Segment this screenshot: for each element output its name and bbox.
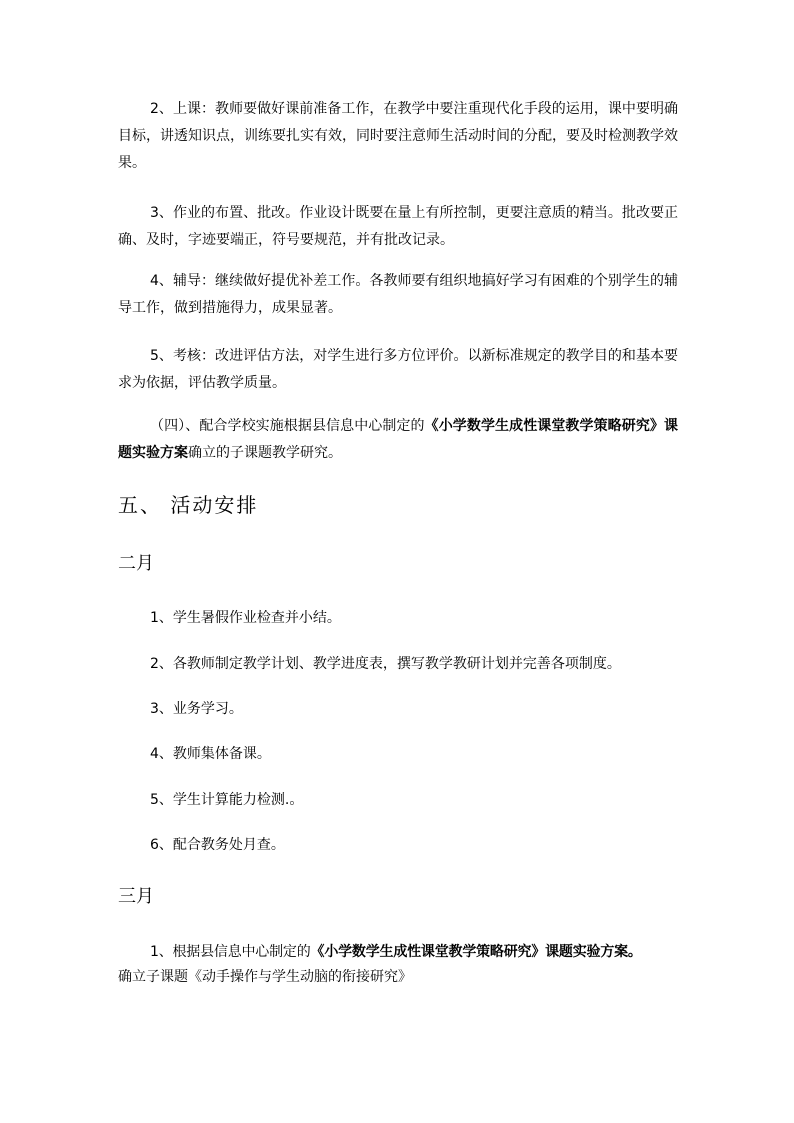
research-text-prefix: （四）、配合学校实施根据县信息中心制定的: [150, 418, 425, 434]
paragraph-assessment: 5、考核：改进评估方法，对学生进行多方位评价。以新标准规定的教学目的和基本要求为依据，评估教学质量。: [118, 348, 678, 391]
research-plan-title: 《小学数学生成性课堂教学策略研究》课题实验方案: [118, 418, 679, 461]
feb-item-6: 6、配合教务处月查。: [150, 837, 285, 853]
feb-item-3: 3、业务学习。: [150, 701, 243, 717]
paragraph-homework: 3、作业的布置、批改。作业设计既要在量上有所控制，更要注意质的精当。批改要正确、及时，字迹要端正，符号要规范，并有批改记录。: [118, 205, 678, 248]
feb-item-1: 1、学生暑假作业检查并小结。: [150, 610, 341, 626]
feb-item-5: 5、学生计算能力检测.。: [150, 792, 304, 808]
research-text-suffix: 确立的子课题教学研究。: [188, 445, 342, 461]
feb-item-2: 2、各教师制定教学计划、教学进度表，撰写教学教研计划并完善各项制度。: [150, 656, 621, 672]
month-heading-february: 二月: [118, 553, 154, 574]
paragraph-tutoring: 4、辅导：继续做好提优补差工作。各教师要有组织地搞好学习有困难的个别学生的辅导工作，做到措施得力，成果显著。: [118, 273, 678, 316]
march-plan-title: 《小学数学生成性课堂教学策略研究》课题实验方案。: [310, 944, 642, 960]
march-item-1: [118, 940, 678, 990]
month-heading-march: 三月: [118, 886, 154, 907]
paragraph-teaching: 2、上课：教师要做好课前准备工作，在教学中要注重现代化手段的运用，课中要明确目标，讲透知识点，训练要扎实有效，同时要注意师生活动时间的分配，要及时检测教学效果。: [118, 101, 678, 171]
section-title: 五、 活动安排: [118, 493, 259, 517]
feb-item-4: 4、教师集体备课。: [150, 746, 271, 762]
march-item-1-prefix: 1、根据县信息中心制定的: [150, 944, 311, 960]
paragraph-research: [118, 413, 678, 467]
march-subtopic: 确立子课题《动手操作与学生动脑的衔接研究》: [118, 969, 412, 985]
